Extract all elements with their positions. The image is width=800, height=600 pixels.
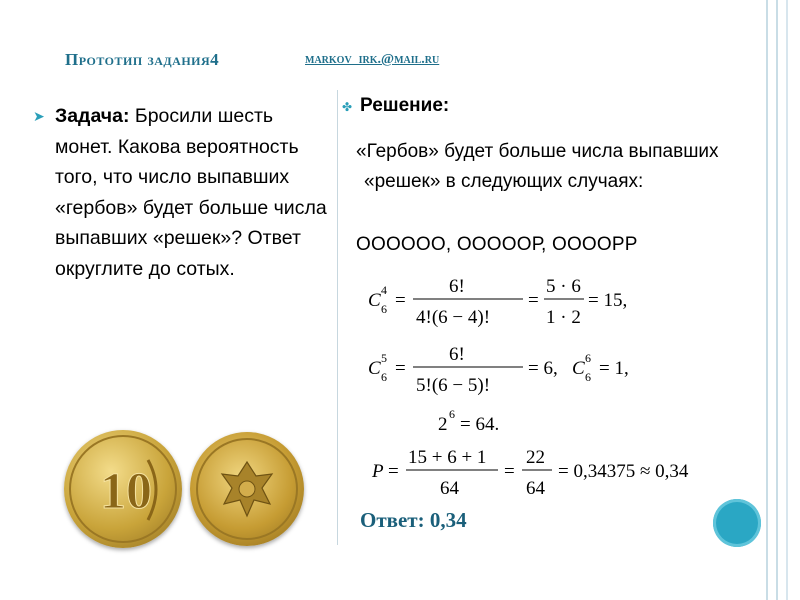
svg-text:4!(6 − 4)!: 4!(6 − 4)! [416,307,491,328]
svg-text:5: 5 [381,351,387,365]
svg-text:6: 6 [381,302,387,316]
svg-text:=: = [388,461,399,482]
svg-text:5!(6 − 5)!: 5!(6 − 5)! [416,375,491,396]
slide-frame-line [786,0,788,600]
coin-back-graphic [190,432,304,546]
svg-text:5 · 6: 5 · 6 [546,276,581,297]
svg-text:C: C [572,358,585,379]
svg-text:6!: 6! [449,276,465,297]
svg-text:=: = [395,358,406,379]
svg-text:= 0,34375 ≈ 0,34: = 0,34375 ≈ 0,34 [558,461,689,482]
slide-frame-right [766,0,778,600]
svg-text:2: 2 [438,414,448,435]
svg-text:= 6,: = 6, [528,358,558,379]
svg-text:15 + 6 + 1: 15 + 6 + 1 [408,447,487,468]
svg-text:C: C [368,358,381,379]
problem-text [55,101,330,284]
slide-title-row [65,48,585,74]
svg-text:= 64.: = 64. [460,414,500,435]
svg-text:64: 64 [526,478,545,499]
svg-text:= 1,: = 1, [599,358,629,379]
svg-text:=: = [395,290,406,311]
bullet-icon: ➤ [33,108,45,124]
formula-c65 [368,340,658,396]
coin-ten-rubles-front [64,430,182,548]
column-divider [337,90,338,545]
formula-c64 [368,272,648,328]
slide-title: Прототип задания4 [65,50,220,69]
svg-text:10: 10 [100,463,152,520]
author-email-link[interactable]: markov_irk.@mail.ru [305,52,440,67]
solution-heading: Решение: [360,95,450,116]
svg-text:6: 6 [585,351,591,365]
svg-text:C: C [368,290,381,311]
svg-text:P: P [372,461,384,482]
svg-text:6!: 6! [449,344,465,365]
coin-front-graphic [64,430,182,548]
coin-ten-rubles-back [190,432,304,546]
svg-text:6: 6 [449,407,455,421]
solution-text: «Гербов» будет больше числа выпавших «решек» в следующих случаях: [356,141,719,192]
formula-probability [368,442,748,500]
svg-text:4: 4 [381,283,387,297]
svg-text:1 · 2: 1 · 2 [546,307,581,328]
svg-text:=: = [528,290,539,311]
svg-text:64: 64 [440,478,459,499]
svg-text:22: 22 [526,447,545,468]
cases-list: ОООООО, ОООООР, ООООРР [356,234,638,255]
bullet-icon: ✤ [342,100,353,114]
problem-body: Бросили шесть монет. Какова вероятность того, что число выпавших «гербов» будет больше числа выпавших «решек»? Ответ округлите до сотых. [55,105,327,280]
svg-text:=: = [504,461,515,482]
svg-text:6: 6 [381,370,387,384]
svg-text:= 15,: = 15, [588,290,628,311]
decorative-circle [713,499,761,547]
formula-power [438,404,558,438]
problem-label: Задача: [55,105,130,127]
answer-text: Ответ: 0,34 [360,508,467,532]
svg-text:6: 6 [585,370,591,384]
